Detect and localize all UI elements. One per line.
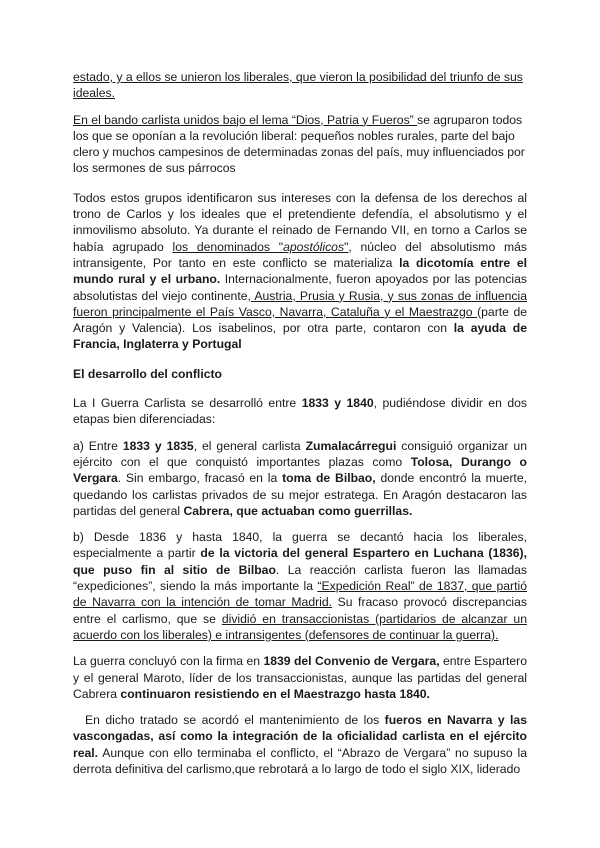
p3-bold-2: la ayuda de Francia, Inglaterra y Portugal xyxy=(73,321,527,352)
paragraph-8 xyxy=(73,712,527,777)
p5-text-3: consiguió organizar un ejército con el que conquistó importantes plazas como xyxy=(73,438,527,469)
p6-text-1: b) Desde 1836 y hasta 1840, la guerra se decantó hacia los liberales, especialmente a partir xyxy=(73,530,527,561)
p6-underlined-2: dividió en transaccionistas (partidarios de alcanzar un acuerdo con los liberales) e intransigentes (defensores de continuar la guerra). xyxy=(73,611,527,642)
paragraph-4 xyxy=(73,395,527,428)
p7-text-2: entre Espartero y el general Maroto, líder de los transaccionistas, aunque las partidas del general Cabrera xyxy=(73,654,528,701)
p5-bold-3: Tolosa, Durango o Vergara xyxy=(73,454,527,486)
p3-underlined-1 xyxy=(173,240,349,254)
p5-text-2: , el general carlista xyxy=(193,438,306,453)
paragraph-6 xyxy=(73,529,527,643)
p3-text-4: (parte de Aragón y Valencia). Los isabelinos, por otra parte, contaron con xyxy=(73,304,527,336)
p3-underlined-1a: los denominados " xyxy=(172,239,284,254)
p5-bold-2: Zumalacárregui xyxy=(305,438,397,453)
p5-text-5: donde encontró la muerte, quedando los carlistas privados de su mejor estratega. En Aragón destacaron las partidas del general xyxy=(73,471,527,518)
document-page xyxy=(73,69,527,787)
p5-bold-5: Cabrera, que actuaban como guerrillas. xyxy=(183,503,413,518)
p7-text-1: La guerra concluyó con la firma en xyxy=(73,654,264,669)
paragraph-1 xyxy=(73,69,527,102)
p6-text-3: Su fracaso provocó discrepancias entre el carlismo, que se xyxy=(73,595,528,626)
section-heading: El desarrollo del conflicto xyxy=(73,366,222,381)
p1-underlined-text: estado, y a ellos se unieron los liberales, que vieron la posibilidad del triunfo de sus ideales. xyxy=(73,70,523,101)
paragraph-7 xyxy=(73,653,527,702)
p3-underlined-2: , Austria, Prusia y Rusia, y sus zonas de influencia fueron principalmente el País Vasco, Navarra, Cataluña y el Maestrazgo xyxy=(73,288,527,319)
p6-underlined-1: “Expedición Real” de 1837, que partió de Navarra con la intención de tomar Madrid. xyxy=(73,579,527,610)
p5-text-1: a) Entre xyxy=(73,438,123,453)
p4-bold: 1833 y 1840 xyxy=(301,396,374,411)
p2-underlined-text: En el bando carlista unidos bajo el lema “Dios, Patria y Fueros” xyxy=(73,112,418,127)
p6-text-2: . La reacción carlista fueron las llamadas “expediciones”, siendo la más importante la xyxy=(73,562,528,594)
p3-text-3: Internacionalmente, fueron apoyados por las potencias absolutistas del viejo continente xyxy=(73,272,527,303)
paragraph-3 xyxy=(73,190,527,353)
p4-text-1: La I Guerra Carlista se desarrolló entre xyxy=(73,396,302,411)
p3-italic: apostólicos xyxy=(283,239,345,254)
p8-text-1: En dicho tratado se acordó el mantenimiento de los xyxy=(85,713,385,728)
p5-bold-4: toma de Bilbao, xyxy=(282,471,376,486)
paragraph-5 xyxy=(73,438,527,519)
p5-text-4: . Sin embargo, fracasó en la xyxy=(117,471,283,486)
p8-text-2: Aunque con ello terminaba el conflicto, el “Abrazo de Vergara” no supuso la derrota definitiva del carlismo,que rebrotará a lo largo de todo el siglo XIX, liderado xyxy=(73,745,527,776)
p3-underlined-1b: " xyxy=(344,239,349,254)
p5-bold-1: 1833 y 1835 xyxy=(122,438,194,453)
p2-text: se agruparon todos los que se oponían a la revolución liberal: pequeños nobles rurales, parte del bajo clero y muchos campesinos de determinadas zonas del país, muy influenciados por los sermones de sus párrocos xyxy=(73,112,525,176)
p7-bold-1: 1839 del Convenio de Vergara, xyxy=(263,654,440,669)
p3-text-2: , núcleo del absolutismo más intransigente, Por tanto en este conflicto se materializa xyxy=(73,239,527,270)
p6-bold: de la victoria del general Espartero en Luchana (1836), que puso fin al sitio de Bilbao xyxy=(73,546,527,577)
p7-bold-2: continuaron resistiendo en el Maestrazgo hasta 1840. xyxy=(120,686,430,701)
p4-text-2: , pudiéndose dividir en dos etapas bien diferenciadas: xyxy=(73,396,527,427)
paragraph-2 xyxy=(73,112,527,177)
p3-bold-1: la dicotomía entre el mundo rural y el urbano. xyxy=(73,255,527,287)
p8-bold: fueros en Navarra y las vascongadas, así como la integración de la oficialidad carlista en el ejército real. xyxy=(73,713,527,760)
p3-text-1: Todos estos grupos identificaron sus intereses con la defensa de los derechos al trono de Carlos y los ideales que el pretendiente defendía, el absolutismo y el inmovilismo absoluto. Ya durante el reinado de Fernando VII, en torno a Carlos se había agrupado xyxy=(73,190,527,254)
